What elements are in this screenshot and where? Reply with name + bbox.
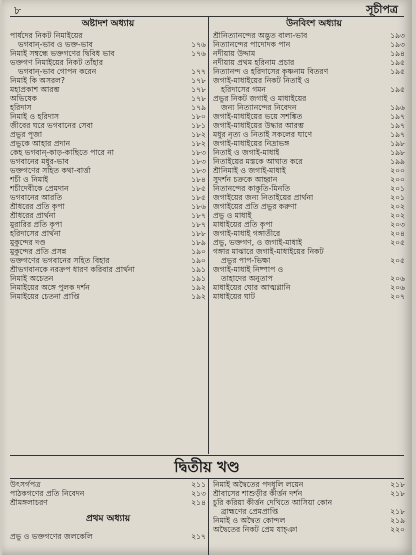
- toc-entry-page: ১৭৯: [191, 103, 206, 112]
- toc-entry: [213, 67, 405, 76]
- toc-entry-page: ১৮১: [191, 121, 206, 130]
- toc-entry-page: [402, 94, 405, 103]
- toc-entry-title: মাধাইয়ের ঘাট: [213, 292, 255, 301]
- toc-entry-page: ১৮৯: [191, 238, 206, 247]
- toc-entry: [10, 247, 206, 256]
- toc-entry-title: ভগবানের মধুর-ভাব: [10, 157, 69, 166]
- running-head: সূচীপত্র: [366, 3, 398, 16]
- toc-entry-page: ২১৪: [191, 498, 206, 507]
- toc-entry-page: ১৯৮: [390, 139, 405, 148]
- toc-entry-title: শ্রীবাসের শাশুড়ীর কীর্ত্তন দর্শন: [213, 489, 303, 498]
- toc-entry-page: ২১৯: [390, 516, 405, 525]
- toc-entry-title: প্রভু, ভক্তগণ, ও জগাই-মাধাই: [213, 238, 303, 247]
- toc-entry-title: জন্য নিত্যানন্দের নিবেদন: [221, 103, 297, 112]
- toc-entry-page: ২১৮: [390, 507, 405, 516]
- toc-entry-title: ভগবান্-ভাব গোপন করেন: [18, 67, 97, 76]
- toc-entry-page: ১৯৩: [390, 40, 405, 49]
- header-rule: [10, 16, 404, 17]
- toc-entry: [10, 157, 206, 166]
- toc-entry-title: শ্রীভগবানকে নরক্রপ ধারণ করিবার প্রার্থনা: [10, 265, 135, 274]
- toc-entry-page: ২০৪: [390, 229, 405, 238]
- toc-page: [2, 0, 412, 555]
- toc-entry-page: ১৯৭: [390, 121, 405, 130]
- toc-entry-page: ১৮২: [191, 139, 206, 148]
- toc-entry-page: [402, 247, 405, 256]
- toc-entry-title: তাহাদের অনুতাপ: [221, 274, 273, 283]
- toc-entry-title: প্রভুর নিকট জগাই ও মাধাইয়ের: [213, 94, 307, 103]
- toc-entry-page: ১৮২: [191, 130, 206, 139]
- toc-entry-title: মুকুন্দের দণ্ড: [10, 238, 46, 247]
- toc-entry-title: মধুর নৃত্য ও নিতাই সকলের ঘাণে: [213, 130, 313, 139]
- toc-entry: [10, 229, 206, 238]
- left-entry-list: [10, 31, 206, 301]
- toc-entry-title: প্রভু ও মাধাই: [213, 211, 252, 220]
- toc-entry-title: ভক্তগণ নিমাইয়ের নিকট তাঁহার: [10, 58, 104, 67]
- toc-entry-title: প্রভুর পূজা: [10, 130, 43, 139]
- toc-entry-page: ২১৮: [390, 480, 405, 489]
- toc-entry: [10, 498, 206, 507]
- toc-entry-title: পার্ষদের নিকট নিমাইয়ের: [10, 31, 83, 40]
- toc-entry-page: ১৯৩: [390, 31, 405, 40]
- toc-entry-page: ১৯৪: [390, 49, 405, 58]
- bottom-right-column: [213, 480, 405, 534]
- toc-entry-title: চুরি করিয়া কীর্ত্তন দেখিতে আসিয়া কোন: [213, 498, 333, 507]
- toc-entry-title: সুদর্শন চক্রকে আহ্বান: [213, 175, 278, 184]
- toc-entry-title: ভগবান্-ভাব ও ভক্ত-ভাব: [18, 40, 93, 49]
- toc-entry-title: জগাই-মাধাই গঙ্গাতীরে: [213, 229, 281, 238]
- toc-entry-title: জগাই-মাধাই নিষ্পাপ ও: [213, 265, 284, 274]
- toc-entry: [10, 292, 206, 301]
- section-rule-bottom: [10, 478, 404, 479]
- toc-entry: [10, 103, 206, 112]
- toc-entry-page: ১৭৮: [191, 94, 206, 103]
- toc-entry-title: অদ্বৈতের নিকট প্রেম যাচ্‌ঞা: [213, 525, 298, 534]
- toc-entry-title: শ্রীধরের প্রতি কৃপা: [10, 202, 65, 211]
- toc-entry-page: ১৯০: [191, 256, 206, 265]
- toc-entry-page: ১৯২: [191, 283, 206, 292]
- toc-entry-title: নদীয়ায় প্রথম হরিনাম প্রচার: [213, 58, 295, 67]
- toc-entry: [10, 148, 206, 157]
- toc-entry: [213, 525, 405, 534]
- toc-entry-page: ১৯৮: [390, 148, 405, 157]
- toc-entry-page: ১৯৫: [390, 67, 405, 76]
- toc-entry-page: ১৮৭: [191, 211, 206, 220]
- toc-entry-title: নদীয়ায় উদ্দাম: [213, 49, 256, 58]
- toc-entry: [10, 265, 206, 274]
- toc-entry-page: ১৭৮: [191, 85, 206, 94]
- toc-entry-page: ২১৭: [191, 532, 206, 541]
- toc-entry: [10, 220, 206, 229]
- toc-entry-title: মুরারির প্রতি কৃপা: [10, 220, 63, 229]
- toc-entry-page: ২০৫: [390, 238, 405, 247]
- toc-entry-title: শ্রীধরের প্রার্থনা: [10, 211, 56, 220]
- toc-entry-page: [402, 265, 405, 274]
- toc-entry-page: ২০১: [390, 184, 405, 193]
- toc-entry: [213, 283, 405, 292]
- toc-entry-page: ২০০: [390, 166, 405, 175]
- toc-entry-page: ১৮৩: [191, 148, 206, 157]
- toc-entry: [10, 256, 206, 265]
- toc-entry: [213, 516, 405, 525]
- toc-entry: [213, 292, 405, 301]
- toc-entry: [213, 166, 405, 175]
- toc-entry: [10, 76, 206, 85]
- toc-entry: [213, 175, 405, 184]
- toc-entry: [10, 49, 206, 58]
- toc-entry-title: মাধাইয়ের প্রতি কৃপা: [213, 220, 273, 229]
- toc-entry: [213, 193, 405, 202]
- toc-entry-page: ২১৮: [390, 489, 405, 498]
- toc-entry-page: ২০১: [390, 193, 405, 202]
- toc-entry: [213, 139, 405, 148]
- bottom-left-column: [10, 480, 206, 541]
- toc-entry: [10, 274, 206, 283]
- toc-entry-page: ১৯০: [191, 247, 206, 256]
- toc-entry-title: জগাই-মাধাইয়ের নিকট নিতাই ও: [213, 76, 310, 85]
- toc-entry-page: ১৭৮: [191, 76, 206, 85]
- toc-entry-title: শ্রীমঙ্গলাচরণ: [10, 498, 48, 507]
- toc-entry: [10, 184, 206, 193]
- toc-entry-title: হরিদাসের গমন: [221, 85, 266, 94]
- toc-entry-page: ১৮০: [191, 112, 206, 121]
- column-divider-bottom: [208, 479, 209, 555]
- toc-entry-page: ২১৩: [191, 489, 206, 498]
- toc-entry-title: জগাই-মাধাইয়ের নিদ্রাভঙ্গ: [213, 139, 290, 148]
- toc-entry: [213, 58, 405, 67]
- toc-entry: [10, 480, 206, 489]
- toc-entry: [10, 211, 206, 220]
- toc-entry-title: নিত্যানন্দ ও হরিদাসের কৃষ্ণনাম বিতরণ: [213, 67, 329, 76]
- toc-entry-title: ভক্তগণের সহিত কথা-বার্ত্তা: [10, 166, 91, 175]
- toc-entry: [213, 498, 405, 507]
- toc-entry-page: ১৮৬: [191, 202, 206, 211]
- section-title: দ্বিতীয় খণ্ড: [174, 458, 240, 476]
- first-chapter-list: [10, 532, 206, 541]
- toc-entry: [213, 31, 405, 40]
- right-entry-list: [213, 31, 405, 301]
- toc-entry-page: ২০২: [390, 202, 405, 211]
- toc-entry-title: নিমাই সম্বন্ধে ভক্তগণের দ্বিবিধ ভাব: [10, 49, 115, 58]
- toc-entry: [213, 229, 405, 238]
- toc-entry-title: নিতানন্দের কাকুতি-মিনতি: [213, 184, 291, 193]
- toc-entry-title: জগাইয়ের প্রতি প্রভুর করুণা: [213, 202, 297, 211]
- toc-entry: [10, 283, 206, 292]
- toc-entry: [213, 247, 405, 256]
- toc-entry: [10, 121, 206, 130]
- chapter-title-19: উনবিংশ অধ্যায়: [286, 19, 342, 29]
- toc-entry-title: নিমাই অদ্বৈতের পদধূলি লয়েন: [213, 480, 304, 489]
- toc-entry-page: ২০৭: [390, 292, 405, 301]
- toc-entry: [10, 31, 206, 40]
- toc-entry-page: ১৮৭: [191, 220, 206, 229]
- toc-entry-page: ২০৬: [390, 283, 405, 292]
- toc-entry-page: ২২০: [390, 525, 405, 534]
- toc-entry: [213, 265, 405, 274]
- toc-entry: [10, 85, 206, 94]
- toc-entry: [213, 130, 405, 139]
- toc-entry: [213, 184, 405, 193]
- toc-entry-page: ২০৬: [390, 274, 405, 283]
- toc-entry-title: নিমাই ও অদ্বৈত কোন্দল: [213, 516, 286, 525]
- toc-entry-title: অভিষেক: [10, 94, 37, 103]
- toc-entry: [10, 58, 206, 67]
- toc-entry-page: ১৮৪: [191, 175, 206, 184]
- toc-entry-title: প্রভুর পাপ-ভিক্ষা: [221, 256, 271, 265]
- toc-entry: [213, 202, 405, 211]
- toc-entry: [10, 193, 206, 202]
- toc-entry: [213, 274, 405, 283]
- toc-entry: [213, 112, 405, 121]
- toc-entry: [213, 40, 405, 49]
- toc-entry-page: ১৯৫: [390, 58, 405, 67]
- left-toc-column: [10, 18, 206, 301]
- toc-entry-title: শচীদেবীকে প্রেমদান: [10, 184, 69, 193]
- toc-entry: [213, 121, 405, 130]
- chapter-title-first: প্রথম অধ্যায়: [85, 514, 131, 524]
- front-matter-list: [10, 480, 206, 507]
- toc-entry-page: ১৮৫: [191, 184, 206, 193]
- toc-entry: [213, 94, 405, 103]
- toc-entry: [213, 507, 405, 516]
- toc-entry-title: জগাই-মাধাইয়ের ভয়ে সশঙ্কিত: [213, 112, 303, 121]
- toc-entry: [213, 103, 405, 112]
- toc-entry: [10, 40, 206, 49]
- toc-entry: [213, 76, 405, 85]
- toc-entry: [213, 148, 405, 157]
- toc-entry-title: ভগবানের আরতি: [10, 193, 63, 202]
- toc-entry: [10, 202, 206, 211]
- toc-entry-page: ১৯৭: [390, 130, 405, 139]
- toc-entry: [10, 238, 206, 247]
- toc-entry-title: হরিদাসের প্রার্থনা: [10, 229, 61, 238]
- toc-entry: [213, 238, 405, 247]
- toc-entry: [10, 130, 206, 139]
- toc-entry-page: ২১১: [191, 480, 206, 489]
- toc-entry: [213, 211, 405, 220]
- toc-entry-page: ১৮৮: [191, 229, 206, 238]
- toc-entry-title: শ্রীনিমাই ও জগাই-মাধাই: [213, 166, 286, 175]
- toc-entry-page: [402, 76, 405, 85]
- toc-entry: [10, 166, 206, 175]
- toc-entry: [213, 157, 405, 166]
- toc-entry-title: নিমাই কি অসরল?: [10, 76, 65, 85]
- toc-entry-page: ১৭৬: [191, 49, 206, 58]
- toc-entry-title: ভক্তগণের ভগবানের সহিত বিহার: [10, 256, 110, 265]
- toc-entry-title: নিতাই ও জগাই-মাধাই: [213, 148, 280, 157]
- toc-entry-title: ব্রাহ্মণের প্রেমপ্রাপ্তি: [221, 507, 279, 516]
- toc-entry-page: ১৮৩: [191, 166, 206, 175]
- toc-entry-page: ১৯৯: [390, 157, 405, 166]
- toc-entry-page: ১৮৩: [191, 157, 206, 166]
- toc-entry-page: ২০৫: [390, 256, 405, 265]
- toc-entry-title: মুকুন্দের প্রতি প্রসন্ন: [10, 247, 67, 256]
- toc-entry-title: উৎসর্গপত্র: [10, 480, 41, 489]
- toc-entry-title: নিমাই ও হরিদাস: [10, 112, 60, 121]
- toc-entry: [10, 94, 206, 103]
- toc-entry: [10, 489, 206, 498]
- toc-entry: [213, 49, 405, 58]
- toc-entry-title: শ্রীনিত্যানন্দের অদ্ভুত বাল্য-ভাব: [213, 31, 308, 40]
- toc-entry-page: [203, 58, 206, 67]
- toc-entry-title: মহাপ্রকাশ আরম্ভ: [10, 85, 60, 94]
- toc-entry-page: ১৯১: [191, 274, 206, 283]
- toc-entry-page: ১৯২: [191, 292, 206, 301]
- toc-entry: [10, 139, 206, 148]
- toc-entry: [213, 85, 405, 94]
- bottom-right-list: [213, 480, 405, 534]
- toc-entry: [10, 67, 206, 76]
- toc-entry-page: ১৭৬: [191, 40, 206, 49]
- toc-entry-title: প্রভুকে আহার প্রদান: [10, 139, 71, 148]
- toc-entry-title: হরিদাস: [10, 103, 32, 112]
- toc-entry-page: ১৯১: [191, 265, 206, 274]
- toc-entry: [10, 532, 206, 541]
- toc-entry-title: মাধাইয়ের ঘোর আত্মগ্লানি: [213, 283, 291, 292]
- toc-entry-title: নিমাইয়ের চেতনা প্রাপ্তি: [10, 292, 80, 301]
- toc-entry-page: ১৯৬: [390, 103, 405, 112]
- toc-entry-title: কেহ ভগবান্-কাড়-কাছিতে পারে না: [10, 148, 114, 157]
- toc-entry-page: ১৯৭: [390, 112, 405, 121]
- toc-entry-title: পাঠকগণের প্রতি নিবেদন: [10, 489, 85, 498]
- toc-entry-title: জগাই-মাধাইয়ের উদ্ধার আরম্ভ: [213, 121, 304, 130]
- toc-entry-page: ২০২: [390, 211, 405, 220]
- toc-entry: [213, 480, 405, 489]
- toc-entry-page: ১৭৭: [191, 67, 206, 76]
- toc-entry-page: ১৯৫: [390, 85, 405, 94]
- toc-entry-title: প্রভু ও ভক্তগণের জলকেলি: [10, 532, 93, 541]
- toc-entry: [10, 112, 206, 121]
- toc-entry-title: নিমাই অচেতন: [10, 274, 54, 283]
- toc-entry-title: গঙ্গার মাঝারে জগাই-মাধাইয়ের নিকট: [213, 247, 324, 256]
- toc-entry: [213, 220, 405, 229]
- toc-entry-title: জগাইয়ের জন্য নিতাইয়ের প্রার্থনা: [213, 193, 314, 202]
- toc-entry-page: ২০০: [390, 175, 405, 184]
- right-toc-column: [213, 18, 405, 301]
- toc-entry-title: শচী ও নিমাই: [10, 175, 49, 184]
- column-divider-top: [208, 17, 209, 454]
- toc-entry-title: নিমাইয়ের অঙ্গে পুলক দর্শন: [10, 283, 90, 292]
- toc-entry-title: নিত্যানন্দের পাদোদক পান: [213, 40, 291, 49]
- toc-entry-title: জীবের ঘরে ভগবানের সেবা: [10, 121, 93, 130]
- toc-entry-page: ২০৩: [390, 220, 405, 229]
- toc-entry-page: [203, 31, 206, 40]
- toc-entry-page: [402, 498, 405, 507]
- toc-entry-title: নিতাইয়ের মস্তকে আঘাত করে: [213, 157, 303, 166]
- toc-entry: [10, 175, 206, 184]
- toc-entry: [213, 489, 405, 498]
- toc-entry: [213, 256, 405, 265]
- chapter-title-18: অষ্টাদশ অধ্যায়: [81, 19, 135, 29]
- page-number: ৮: [14, 4, 22, 17]
- toc-entry-page: ১৮৫: [191, 193, 206, 202]
